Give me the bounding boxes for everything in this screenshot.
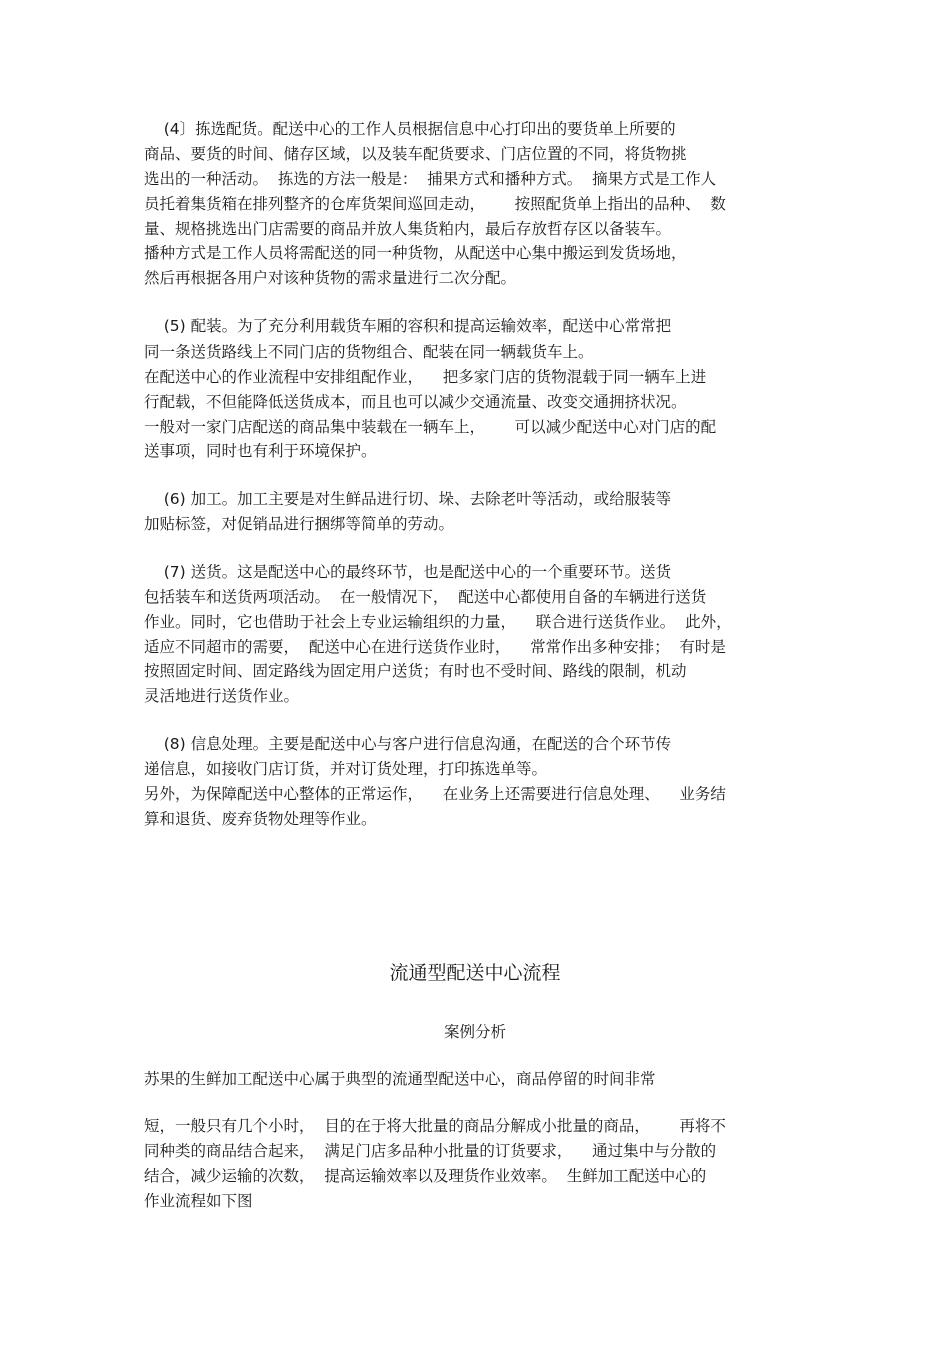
section-subtitle: 案例分析 [443,1023,506,1041]
text-line: 然后再根据各用户对该种货物的需求量进行二次分配。 [144,269,517,287]
text-line: 另外，为保障配送中心整体的正常运作， 在业务上还需要进行信息处理、 业务结 [144,785,726,803]
text-line: 灵活地进行送货作业。 [144,687,300,705]
text-line: 在配送中心的作业流程中安排组配作业， 把多家门店的货物混载于同一辆车上进 [144,368,707,386]
text-line: 结合，减少运输的次数， 提高运输效率以及理货作业效率。 生鲜加工配送中心的 [144,1167,707,1185]
text-line: (4〕拣选配货。配送中心的工作人员根据信息中心打印出的要货单上所要的 [144,120,676,138]
text-line: 选出的一种活动。 拣选的方法一般是： 捕果方式和播种方式。 摘果方式是工作人 [144,170,717,188]
text-line: 短，一般只有几个小时， 目的在于将大批量的商品分解成小批量的商品， 再将不 [144,1117,726,1135]
text-line: 算和退货、废弃货物处理等作业。 [144,810,377,828]
text-line: (8) 信息处理。主要是配送中心与客户进行信息沟通，在配送的合个环节传 [144,735,672,753]
text-line: 包括装车和送货两项活动。 在一般情况下， 配送中心都使用自备的车辆进行送货 [144,588,707,606]
text-line: 播种方式是工作人员将需配送的同一种货物，从配送中心集中搬运到发货场地， [144,244,687,262]
text-line: 按照固定时间、固定路线为固定用户送货；有时也不受时间、路线的限制，机动 [144,662,687,680]
text-line: (7) 送货。这是配送中心的最终环节，也是配送中心的一个重要环节。送货 [144,563,672,581]
text-line: 一般对一家门店配送的商品集中装载在一辆车上， 可以减少配送中心对门店的配 [144,418,717,436]
text-line: 量、规格挑选出门店需要的商品并放人集货粕内，最后存放哲存区以备装车。 [144,220,672,238]
text-line: 员托着集货箱在排列整齐的仓库货架间巡回走动， 按照配货单上指出的品种、 数 [144,195,726,213]
text-line: 适应不同超市的需要， 配送中心在进行送货作业时， 常常作出多种安排； 有时是 [144,638,726,656]
text-line: 苏果的生鲜加工配送中心属于典型的流通型配送中心，商品停留的时间非常 [144,1070,656,1088]
text-line: 送事项，同时也有利于环境保护。 [144,442,377,460]
section-title: 流通型配送中心流程 [389,962,561,984]
text-line: (6) 加工。加工主要是对生鲜品进行切、垛、去除老叶等活动，或给服装等 [144,490,672,508]
text-line: 作业。同时，它也借助于社会上专业运输组织的力量， 联合进行送货作业。 此外， [144,613,732,631]
text-line: 作业流程如下图 [144,1192,253,1210]
text-line: (5) 配装。为了充分利用载货车厢的容积和提高运输效率，配送中心常常把 [144,317,672,335]
text-line: 商品、要货的时间、储存区域，以及装车配货要求、门店位置的不同，将货物挑 [144,145,687,163]
text-line: 同种类的商品结合起来， 满足门店多品种小批量的订货要求， 通过集中与分散的 [144,1142,717,1160]
text-line: 加贴标签，对促销品进行捆绑等简单的劳动。 [144,515,455,533]
text-line: 递信息，如接收门店订货，并对订货处理，打印拣选单等。 [144,760,548,778]
text-line: 同一条送货路线上不同门店的货物组合、配装在同一辆载货车上。 [144,343,594,361]
text-line: 行配载，不但能降低送货成本，而且也可以减少交通流量、改变交通拥挤状况。 [144,393,687,411]
